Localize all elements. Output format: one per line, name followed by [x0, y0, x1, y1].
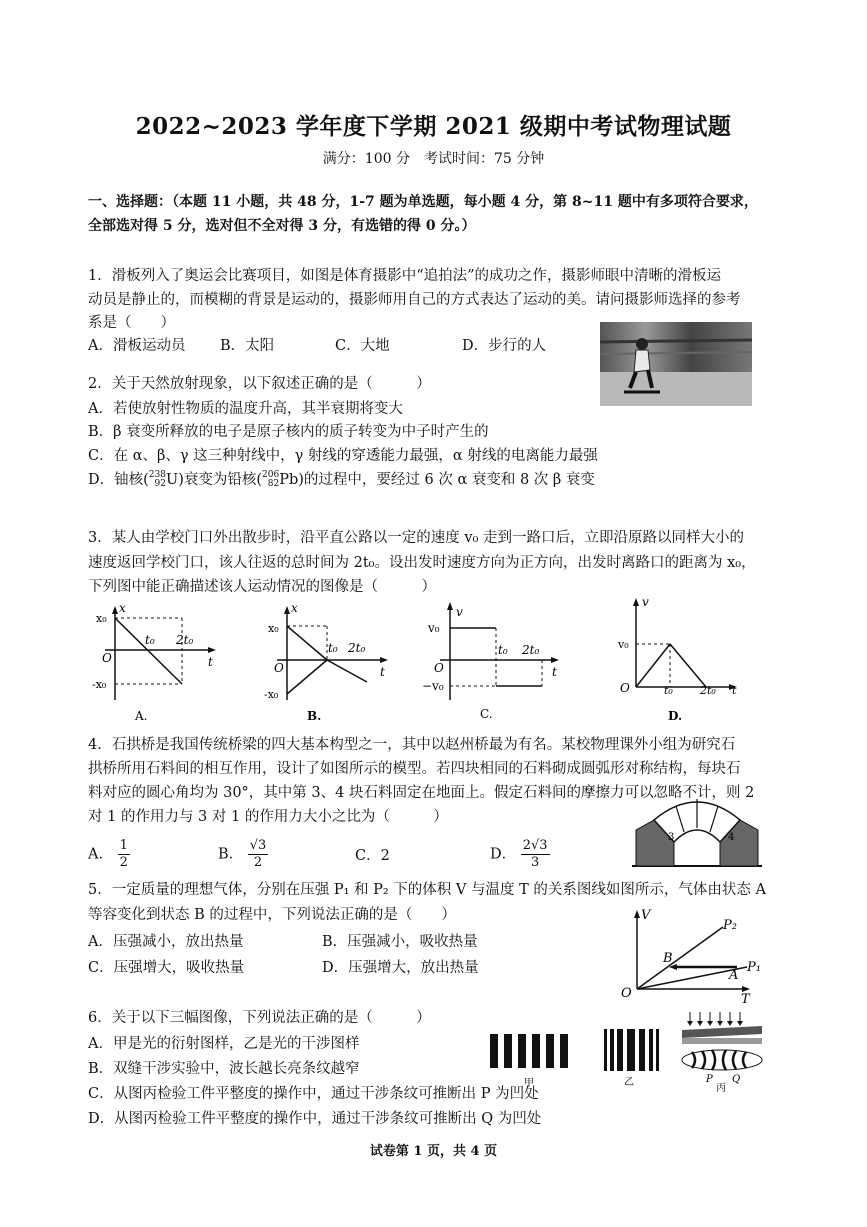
q3-line3: 下列图中能正确描述该人运动情况的图像是（ ）	[88, 579, 436, 595]
svg-text:C.: C.	[480, 707, 493, 721]
svg-text:O: O	[620, 681, 630, 695]
graph-c	[420, 600, 570, 725]
svg-text:2t₀: 2t₀	[176, 633, 194, 647]
q2-option-d: D．铀核(238 92U)衰变为铅核(206 82Pb)的过程中，要经过 6 次 α 衰变和 8 次 β 衰变	[88, 470, 595, 489]
q4-option-d: D． $\frac{2√3}{3}$	[490, 838, 548, 870]
q6-option-a: A．甲是光的衍射图样，乙是光的干涉图样	[88, 1036, 360, 1052]
svg-text:B: B	[663, 951, 673, 966]
svg-text:3: 3	[668, 832, 675, 843]
svg-text:t₀: t₀	[498, 643, 508, 657]
section-heading-line1: 一、选择题：（本题 11 小题，共 48 分，1-7 题为单选题，每小题 4 分，第 8~11 题中有多项符合要求，	[88, 194, 758, 210]
q6-option-c: C．从图丙检验工件平整度的操作中，通过干涉条纹可推断出 P 为凹处	[88, 1086, 539, 1102]
svg-text:x₀: x₀	[268, 622, 279, 635]
vt-graph	[615, 905, 765, 1005]
q5-option-b: B．压强减小，吸收热量	[322, 934, 478, 950]
svg-text:2t₀: 2t₀	[700, 684, 716, 697]
svg-text:丙: 丙	[716, 1083, 726, 1092]
stone-arch-figure	[632, 790, 762, 872]
q2-option-b: B．β 衰变所释放的电子是原子核内的质子转变为中子时产生的	[88, 424, 489, 440]
svg-text:t₀: t₀	[664, 684, 673, 697]
q1-option-d: D．步行的人	[462, 338, 547, 354]
svg-text:2t₀: 2t₀	[522, 643, 540, 657]
q2-option-c: C．在 α、β、γ 这三种射线中，γ 射线的穿透能力最强，α 射线的电离能力最强	[88, 448, 598, 464]
q4-line1: 4．石拱桥是我国传统桥梁的四大基本构型之一，其中以赵州桥最为有名。某校物理课外小组为研究石	[88, 737, 736, 753]
q3-line2: 速度返回学校门口，该人往返的总时间为 2t₀。设出发时速度方向为正方向，出发时离路口的距离为 x₀，	[88, 555, 756, 571]
graph-b	[262, 600, 402, 725]
svg-text:乙: 乙	[624, 1077, 634, 1087]
q1-line1: 1．滑板列入了奥运会比赛项目，如图是体育摄影中“追拍法”的成功之作，摄影师眼中清晰的滑板运	[88, 268, 722, 284]
svg-text:-x₀: -x₀	[92, 678, 107, 691]
q5-line2: 等容变化到状态 B 的过程中，下列说法正确的是（ ）	[88, 907, 456, 923]
svg-text:t₀: t₀	[145, 633, 155, 647]
q2-option-a: A．若使放射性物质的温度升高，其半衰期将变大	[88, 401, 403, 417]
q5-option-c: C．压强增大，吸收热量	[88, 960, 245, 976]
svg-text:x: x	[291, 601, 298, 615]
q4-option-a: A． $\frac{1}{2}$	[88, 838, 128, 870]
q4-option-c: C．2	[355, 848, 390, 864]
q1-option-c: C．大地	[335, 338, 390, 354]
q1-line3: 系是（ ）	[88, 315, 175, 331]
svg-text:O: O	[102, 651, 112, 665]
fringe-jia	[488, 1028, 578, 1088]
exam-title: 2022~2023 学年度下学期 2021 级期中考试物理试题	[135, 113, 732, 140]
q5-option-a: A．压强减小，放出热量	[88, 934, 244, 950]
svg-text:P₁: P₁	[747, 960, 761, 975]
svg-text:−v₀: −v₀	[422, 679, 444, 693]
svg-text:P₂: P₂	[723, 918, 737, 933]
q6-stem: 6．关于以下三幅图像，下列说法正确的是（ ）	[88, 1010, 431, 1026]
svg-text:Q: Q	[732, 1074, 741, 1085]
q5-line1: 5．一定质量的理想气体，分别在压强 P₁ 和 P₂ 下的体积 V 与温度 T 的关系图线如图所示，气体由状态 A	[88, 882, 766, 898]
exam-subtitle: 满分：100 分 考试时间：75 分钟	[322, 151, 545, 167]
svg-text:t: t	[380, 665, 385, 679]
svg-text:x: x	[119, 601, 126, 615]
q6-option-d: D．从图丙检验工件平整度的操作中，通过干涉条纹可推断出 Q 为凹处	[88, 1111, 542, 1127]
svg-text:2t₀: 2t₀	[348, 641, 366, 655]
fringe-yi	[600, 1025, 670, 1087]
svg-text:B.: B.	[307, 709, 322, 723]
svg-text:v₀: v₀	[618, 638, 629, 651]
svg-text:v₀: v₀	[428, 621, 440, 635]
svg-text:t: t	[208, 655, 213, 669]
page-footer: 试卷第 1 页，共 4 页	[369, 1144, 498, 1159]
svg-text:t₀: t₀	[328, 641, 338, 655]
q2-stem: 2．关于天然放射现象，以下叙述正确的是（ ）	[88, 376, 431, 392]
svg-text:O: O	[274, 661, 284, 675]
svg-text:x₀: x₀	[96, 612, 107, 625]
svg-text:O: O	[621, 986, 632, 1001]
q4-line4: 对 1 的作用力与 3 对 1 的作用力大小之比为（ ）	[88, 809, 448, 825]
svg-text:P: P	[706, 1074, 713, 1085]
svg-text:甲: 甲	[524, 1078, 534, 1088]
skateboard-photo	[600, 322, 752, 406]
q1-line2: 动员是静止的，而模糊的背景是运动的，摄影师用自己的方式表达了运动的美。请问摄影师选择的参考	[88, 292, 741, 308]
q4-line2: 拱桥所用石料间的相互作用，设计了如图所示的模型。若四块相同的石料砌成圆弧形对称结构，每块石	[88, 761, 741, 777]
svg-text:O: O	[434, 661, 444, 675]
q1-option-a: A．滑板运动员	[88, 338, 186, 354]
svg-text:-x₀: -x₀	[264, 688, 279, 701]
q1-option-b: B．太阳	[220, 338, 275, 354]
q3-line1: 3．某人由学校门口外出散步时，沿平直公路以一定的速度 v₀ 走到一路口后，立即沿原路以同样大小的	[88, 530, 744, 546]
graph-d	[608, 592, 748, 725]
svg-text:T: T	[741, 992, 750, 1005]
fringe-bing	[676, 1008, 776, 1092]
svg-text:v: v	[642, 595, 649, 609]
q6-option-b: B．双缝干涉实验中，波长越长亮条纹越窄	[88, 1061, 360, 1077]
q4-option-b: B． $\frac{√3}{2}$	[218, 838, 267, 870]
graph-a	[90, 600, 220, 725]
svg-text:V: V	[641, 908, 651, 923]
svg-text:D.: D.	[668, 709, 683, 723]
section-heading-line2: 全部选对得 5 分，选对但不全对得 3 分，有选错的得 0 分。）	[88, 218, 476, 234]
svg-text:A: A	[729, 968, 739, 983]
svg-text:A.: A.	[135, 709, 148, 723]
q4-line3: 料对应的圆心角均为 30°，其中第 3、4 块石料固定在地面上。假定石料间的摩擦力可以忽略不计，则 2	[88, 785, 755, 801]
svg-text:t: t	[552, 665, 557, 679]
svg-text:t: t	[732, 684, 737, 697]
svg-text:4: 4	[728, 832, 735, 843]
q5-option-d: D．压强增大，放出热量	[322, 960, 479, 976]
svg-text:v: v	[456, 605, 463, 619]
